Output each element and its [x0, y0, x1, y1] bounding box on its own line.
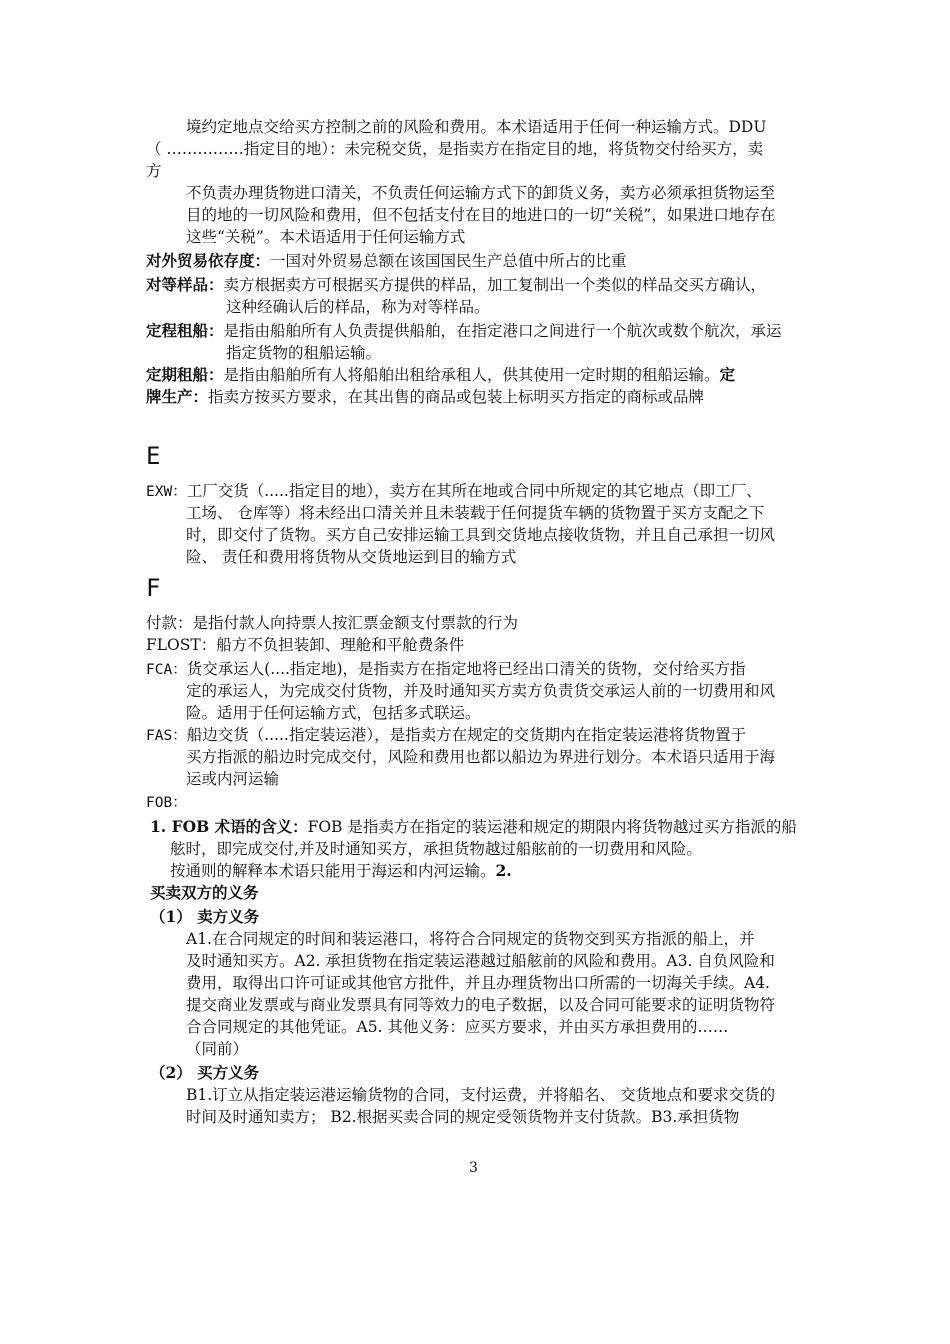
page-number: 3: [469, 1160, 478, 1176]
definition-dingcheng: [146, 320, 782, 342]
text-line: 买方指派的船边时完成交付，风险和费用也都以船边为界进行划分。本术语只适用于海: [186, 748, 776, 766]
term: 对外贸易依存度：: [146, 251, 271, 270]
text-line: A1.在合同规定的时间和装运港口，将符合合同规定的货物交到买方指派的船上，并: [186, 930, 755, 948]
definition-fob: FOB：: [146, 795, 187, 811]
text-line: 不负责办理货物进口清关，不负责任何运输方式下的卸货义务，卖方必须承担货物运至: [186, 184, 776, 202]
text-line: 这种经确认后的样品，称为对等样品。: [226, 298, 490, 316]
fob-meaning: [150, 816, 797, 838]
text-line: 运或内河运输: [186, 770, 280, 788]
term: 定程租船：: [146, 321, 224, 340]
text-line: （ ……………指定目的地）：未完税交货，是指卖方在指定目的地，将货物交付给买方，卖: [146, 140, 764, 158]
obligations-heading: 买卖双方的义务: [150, 883, 259, 902]
definition-fca: [146, 658, 746, 681]
definition: 是指由船舶所有人将船舶出租给承租人，供其使用一定时期的租船运输。: [223, 366, 720, 384]
text-line: 境约定地点交给买方控制之前的风险和费用。本术语适用于任何一种运输方式。DDU: [186, 118, 767, 136]
text-line: 费用，取得出口许可证或其他官方批件，并且办理货物出口所需的一切海关手续。A4.: [186, 974, 770, 992]
definition: 船边交货（.....指定装运港），是指卖方在规定的交货期内在指定装运港将货物置于: [186, 726, 747, 744]
term: 定期租船：: [146, 365, 224, 384]
definition-fas: [146, 724, 746, 747]
definition-yicun: [146, 250, 627, 272]
text: 按通则的解释本术语只能用于海运和内河运输。: [170, 862, 496, 880]
term: 定: [719, 365, 736, 384]
text-line: 及时通知买方。A2. 承担货物在指定装运港越过船舷前的风险和费用。A3. 自负风险和: [186, 952, 775, 970]
text-line: 险、 责任和费用将货物从交货地运到目的输方式: [186, 548, 517, 566]
text-line: 时间及时通知卖方； B2.根据买卖合同的规定受领货物并支付货款。B3.承担货物: [186, 1108, 740, 1126]
buyer-obligations-heading: （2） 买方义务: [150, 1063, 260, 1082]
section-heading-f: F: [146, 574, 161, 602]
section-heading-e: E: [146, 442, 161, 470]
list-number: 2.: [495, 861, 512, 880]
text-line: 目的地的一切风险和费用，但不包括支付在目的地进口的一切“关税”，如果进口地存在: [186, 206, 776, 224]
definition: 一国对外贸易总额在该国国民生产总值中所占的比重: [270, 252, 627, 270]
definition-dingqi: [146, 364, 735, 386]
term: FCA：: [146, 662, 187, 678]
term: 牌生产：: [146, 387, 209, 406]
term: EXW：: [146, 484, 187, 500]
text-line: （同前）: [186, 1040, 249, 1058]
definition: FOB 是指卖方在指定的装运港和规定的期限内将货物越过买方指派的船: [307, 818, 797, 836]
definition: 指卖方按买方要求，在其出售的商品或包装上标明买方指定的商标或品牌: [208, 388, 705, 406]
term: 对等样品：: [146, 275, 224, 294]
definition-exw: [146, 480, 762, 503]
text-line: 时，即交付了货物。买方自己安排运输工具到交货地点接收货物，并且自己承担一切风: [186, 526, 776, 544]
text-line: 险。适用于任何运输方式，包括多式联运。: [186, 704, 481, 722]
text-line: 舷时，即完成交付,并及时通知买方，承担货物越过船舷前的一切费用和风险。: [170, 840, 702, 858]
text-line: 合合同规定的其他凭证。A5. 其他义务：应买方要求，并由买方承担费用的……: [186, 1018, 729, 1036]
text-line: 这些“关税”。本术语适用于任何运输方式: [186, 228, 466, 246]
text-line: 工场、 仓库等）将未经出口清关并且未装载于任何提货车辆的货物置于买方支配之下: [186, 504, 765, 522]
definition-fukuan: 付款：是指付款人向持票人按汇票金额支付票款的行为: [146, 614, 519, 632]
definition: 工厂交货（.....指定目的地），卖方在其所在地或合同中所规定的其它地点（即工厂、: [186, 482, 762, 500]
definition: 是指由船舶所有人负责提供船舶，在指定港口之间进行一个航次或数个航次，承运: [223, 322, 782, 340]
text-line: [170, 860, 512, 882]
text-line: 方: [146, 162, 162, 180]
term: FAS：: [146, 728, 187, 744]
definition-flost: FLOST：船方不负担装卸、理舱和平舱费条件: [146, 636, 465, 654]
text-line: 指定货物的租船运输。: [226, 344, 382, 362]
seller-obligations-heading: （1） 卖方义务: [150, 907, 260, 926]
text-line: 提交商业发票或与商业发票具有同等效力的电子数据，以及合同可能要求的证明货物符: [186, 996, 776, 1014]
definition: 卖方根据卖方可根据买方提供的样品，加工复制出一个类似的样品交买方确认，: [223, 276, 767, 294]
definition-dingpai: [146, 386, 704, 408]
definition: 货交承运人(....指定地)，是指卖方在指定地将已经出口清关的货物，交付给买方指: [186, 660, 746, 678]
text-line: B1.订立从指定装运港运输货物的合同，支付运费，并将船名、 交货地点和要求交货的: [186, 1086, 776, 1104]
text-line: 定的承运人，为完成交付货物，并及时通知买方卖方负责货交承运人前的一切费用和风: [186, 682, 776, 700]
term: 1. FOB 术语的含义：: [150, 817, 308, 836]
definition-duideng: [146, 274, 766, 296]
